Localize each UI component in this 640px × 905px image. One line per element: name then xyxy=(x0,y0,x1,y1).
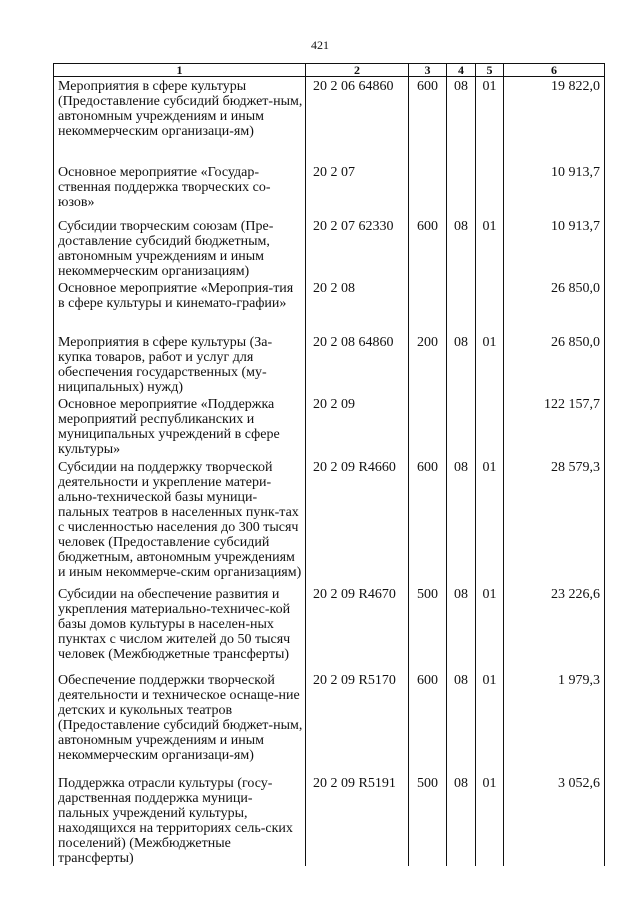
expense-type: 200 xyxy=(409,333,447,395)
amount: 3 052,6 xyxy=(504,774,605,866)
subsection: 01 xyxy=(476,671,504,774)
subsection: 01 xyxy=(476,585,504,671)
item-name: Мероприятия в сфере культуры (Предоставление субсидий бюджет-ным, автономным учреждениям и иным некоммерческим организаци-ям) xyxy=(54,77,306,163)
section: 08 xyxy=(447,458,476,585)
table-row xyxy=(54,395,605,458)
column-header: 5 xyxy=(476,64,504,77)
expense-type: 500 xyxy=(409,585,447,671)
section: 08 xyxy=(447,333,476,395)
table-row xyxy=(54,774,605,866)
budget-table xyxy=(53,63,605,866)
amount: 26 850,0 xyxy=(504,333,605,395)
subsection xyxy=(476,163,504,217)
target-code: 20 2 09 xyxy=(306,395,409,458)
amount: 19 822,0 xyxy=(504,77,605,163)
amount: 10 913,7 xyxy=(504,163,605,217)
expense-type xyxy=(409,163,447,217)
section xyxy=(447,279,476,333)
section: 08 xyxy=(447,217,476,279)
column-header: 1 xyxy=(54,64,306,77)
expense-type: 600 xyxy=(409,671,447,774)
subsection: 01 xyxy=(476,217,504,279)
section: 08 xyxy=(447,774,476,866)
subsection: 01 xyxy=(476,333,504,395)
item-name: Мероприятия в сфере культуры (За-купка товаров, работ и услуг для обеспечения государственных (му-ниципальных) нужд) xyxy=(54,333,306,395)
expense-type xyxy=(409,395,447,458)
section: 08 xyxy=(447,77,476,163)
table-row xyxy=(54,163,605,217)
amount: 26 850,0 xyxy=(504,279,605,333)
target-code: 20 2 09 R4670 xyxy=(306,585,409,671)
table-row xyxy=(54,217,605,279)
target-code: 20 2 09 R5191 xyxy=(306,774,409,866)
item-name: Субсидии на поддержку творческой деятельности и укрепление матери-ально-технической базы муници-пальных театров в населенных пунк-тах с численностью населения до 300 тысяч человек (Предоставление субсидий бюджетным, автономным учреждениям и иным некоммерче-ским организациям) xyxy=(54,458,306,585)
amount: 10 913,7 xyxy=(504,217,605,279)
subsection xyxy=(476,395,504,458)
section: 08 xyxy=(447,585,476,671)
target-code: 20 2 08 64860 xyxy=(306,333,409,395)
section xyxy=(447,163,476,217)
expense-type: 600 xyxy=(409,217,447,279)
expense-type: 500 xyxy=(409,774,447,866)
amount: 28 579,3 xyxy=(504,458,605,585)
target-code: 20 2 07 xyxy=(306,163,409,217)
column-header: 3 xyxy=(409,64,447,77)
target-code: 20 2 07 62330 xyxy=(306,217,409,279)
table-row xyxy=(54,585,605,671)
amount: 1 979,3 xyxy=(504,671,605,774)
target-code: 20 2 09 R4660 xyxy=(306,458,409,585)
table-row xyxy=(54,77,605,163)
table-row xyxy=(54,279,605,333)
item-name: Субсидии творческим союзам (Пре-доставление субсидий бюджетным, автономным учреждениям и иным некоммерческим организациям) xyxy=(54,217,306,279)
target-code: 20 2 09 R5170 xyxy=(306,671,409,774)
target-code: 20 2 08 xyxy=(306,279,409,333)
subsection: 01 xyxy=(476,458,504,585)
table-row xyxy=(54,333,605,395)
expense-type: 600 xyxy=(409,458,447,585)
expense-type: 600 xyxy=(409,77,447,163)
section xyxy=(447,395,476,458)
table-row xyxy=(54,458,605,585)
table-header-row xyxy=(54,64,605,77)
table-row xyxy=(54,671,605,774)
target-code: 20 2 06 64860 xyxy=(306,77,409,163)
subsection xyxy=(476,279,504,333)
column-header: 4 xyxy=(447,64,476,77)
subsection: 01 xyxy=(476,77,504,163)
item-name: Субсидии на обеспечение развития и укрепления материально-техничес-кой базы домов культуры в населен-ных пунктах с числом жителей до 50 тысяч человек (Межбюджетные трансферты) xyxy=(54,585,306,671)
column-header: 6 xyxy=(504,64,605,77)
amount: 23 226,6 xyxy=(504,585,605,671)
item-name: Основное мероприятие «Государ-ственная поддержка творческих со-юзов» xyxy=(54,163,306,217)
section: 08 xyxy=(447,671,476,774)
page-number: 421 xyxy=(311,38,329,52)
item-name: Поддержка отрасли культуры (госу-дарственная поддержка муници-пальных учреждений культуры, находящихся на территориях сель-ских поселений) (Межбюджетные трансферты) xyxy=(54,774,306,866)
item-name: Обеспечение поддержки творческой деятельности и техническое оснаще-ние детских и кукольных театров (Предоставление субсидий бюджет-ным, автономным учреждениям и иным некоммерческим организаци-ям) xyxy=(54,671,306,774)
item-name: Основное мероприятие «Поддержка мероприятий республиканских и муниципальных учреждений в сфере культуры» xyxy=(54,395,306,458)
expense-type xyxy=(409,279,447,333)
item-name: Основное мероприятие «Мероприя-тия в сфере культуры и кинемато-графии» xyxy=(54,279,306,333)
subsection: 01 xyxy=(476,774,504,866)
column-header: 2 xyxy=(306,64,409,77)
amount: 122 157,7 xyxy=(504,395,605,458)
